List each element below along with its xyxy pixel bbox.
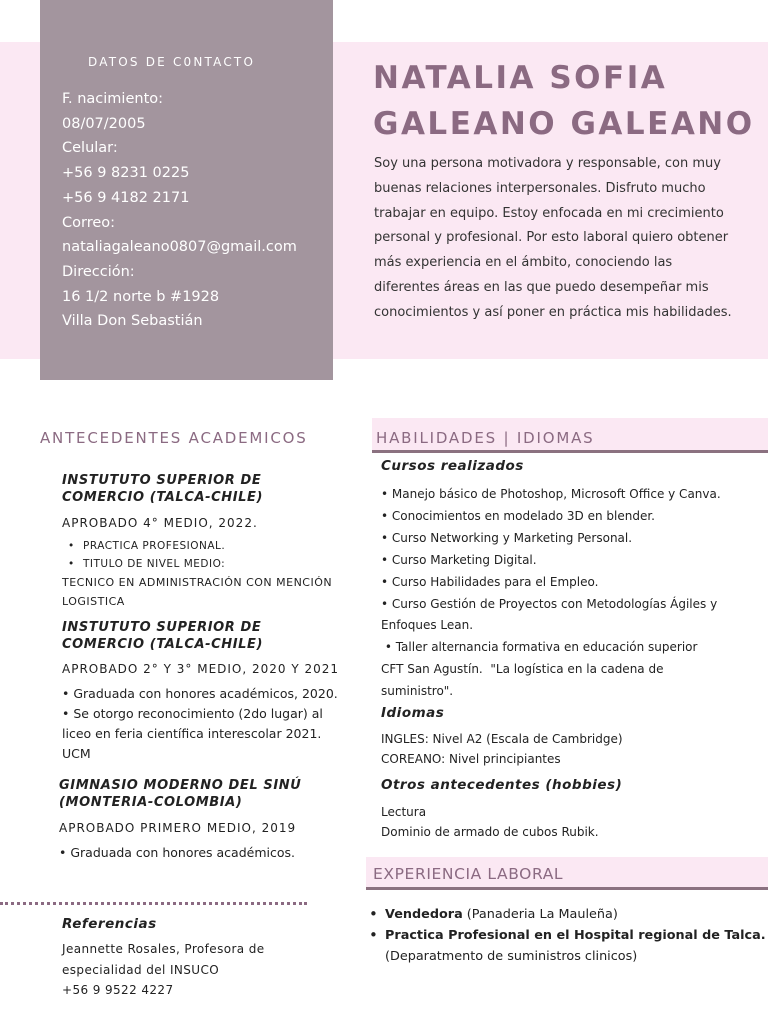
hobbies-title: Otros antecedentes (hobbies): [381, 777, 623, 793]
job-2-department: (Deparatmento de suministros clinicos): [385, 949, 638, 964]
course-item: Enfoques Lean.: [381, 618, 474, 633]
school-1-bullet-1: • PRACTICA PROFESIONAL.: [68, 537, 225, 555]
course-item: • Conocimientos en modelado 3D en blender.: [381, 508, 655, 523]
academic-section-title: ANTECEDENTES ACADEMICOS: [40, 429, 308, 447]
birthdate-value: 08/07/2005: [62, 115, 146, 132]
name-line-1: NATALIA SOFIA: [373, 60, 668, 96]
address-label: Dirección:: [62, 263, 135, 280]
profile-summary: Soy una persona motivadora y responsable, con muy buenas relaciones interpersonales. Disfruto mucho trabajar en equipo. Estoy enfocada en mi crecimiento personal y profesional. Por esto laboral quiero obtener más experiencia en el ámbito, conociendo las diferentes áreas en las que puedo desempeñar mis conocimientos y así poner en práctica mis habilidades.: [374, 156, 732, 320]
school-1-approved: APROBADO 4° MEDIO, 2022.: [62, 516, 258, 530]
address-value-1: 16 1/2 norte b #1928: [62, 288, 220, 305]
course-item: suministro".: [381, 684, 454, 699]
experience-list: [369, 904, 766, 967]
experience-item-2: [369, 925, 766, 946]
school-2-notes: [62, 684, 338, 764]
hobbies-list: [381, 802, 599, 842]
experience-section-title: EXPERIENCIA LABORAL: [373, 865, 564, 883]
school-2-note-1: • Graduada con honores académicos, 2020.: [62, 686, 338, 701]
courses-title: Cursos realizados: [381, 458, 524, 474]
school-1-bullet-2: • TITULO DE NIVEL MEDIO:: [68, 555, 225, 573]
school-2-approved: APROBADO 2° Y 3° MEDIO, 2020 Y 2021: [62, 662, 340, 676]
job-1-place: (Panaderia La Mauleña): [462, 907, 618, 922]
skills-section-title: HABILIDADES | IDIOMAS: [376, 429, 595, 447]
contact-section-title: DATOS DE C0NTACTO: [88, 55, 256, 69]
course-item: • Taller alternancia formativa en educación superior: [381, 640, 698, 655]
job-2-title: Practica Profesional en el Hospital regional de Talca.: [385, 928, 766, 943]
skills-title-underline: [372, 450, 768, 453]
email-label: Correo:: [62, 214, 116, 231]
candidate-name: [373, 55, 755, 147]
phone-label: Celular:: [62, 140, 118, 157]
course-item: CFT San Agustín. "La logística en la cadena de: [381, 662, 664, 677]
course-item: • Manejo básico de Photoshop, Microsoft Office y Canva.: [381, 487, 721, 501]
languages-title: Idiomas: [381, 705, 445, 721]
school-3-approved: APROBADO PRIMERO MEDIO, 2019: [59, 821, 297, 835]
experience-item-2-detail: [369, 946, 766, 967]
language-korean: COREANO: Nivel principiantes: [381, 752, 561, 766]
courses-list: [381, 484, 721, 703]
experience-item-1: [369, 904, 766, 925]
reference-line-2: especialidad del INSUCO: [62, 962, 220, 977]
experience-title-underline: [366, 887, 768, 890]
school-2-note-4: UCM: [62, 746, 91, 761]
course-item: • Curso Marketing Digital.: [381, 552, 537, 567]
job-1-title: Vendedora: [385, 907, 463, 922]
school-3-name: GIMNASIO MODERNO DEL SINÚ (MONTERIA-COLOMBIA): [59, 778, 302, 810]
course-item: • Curso Habilidades para el Empleo.: [381, 574, 599, 589]
hobby-rubik: Dominio de armado de cubos Rubik.: [381, 825, 599, 839]
reference-phone: +56 9 9522 4227: [62, 983, 174, 997]
technical-title: TECNICO EN ADMINISTRACIÓN CON MENCIÓN LOGISTICA: [62, 576, 333, 608]
school-3-note: • Graduada con honores académicos.: [59, 845, 295, 860]
contact-details: [62, 87, 297, 334]
hobby-reading: Lectura: [381, 805, 427, 819]
section-divider: [0, 902, 307, 905]
school-1-name: INSTUTUTO SUPERIOR DE COMERCIO (TALCA-CHILE): [62, 473, 264, 505]
address-value-2: Villa Don Sebastián: [62, 313, 203, 330]
phone-value-2: +56 9 4182 2171: [62, 189, 190, 206]
references-details: [62, 939, 265, 1001]
school-2-name: INSTUTUTO SUPERIOR DE COMERCIO (TALCA-CHILE): [62, 620, 264, 652]
birthdate-label: F. nacimiento:: [62, 91, 164, 107]
name-line-2: GALEANO GALEANO: [373, 106, 755, 142]
school-2-note-3: liceo en feria científica interescolar 2021.: [62, 726, 322, 741]
school-1-bullets: [68, 537, 225, 573]
languages-list: [381, 729, 623, 769]
email-value: nataliagaleano0807@gmail.com: [62, 239, 297, 256]
reference-line-1: Jeannette Rosales, Profesora de: [62, 942, 265, 956]
language-english: INGLES: Nivel A2 (Escala de Cambridge): [381, 732, 623, 746]
course-item: • Curso Networking y Marketing Personal.: [381, 530, 633, 545]
course-item: • Curso Gestión de Proyectos con Metodologías Ágiles y: [381, 596, 718, 611]
references-title: Referencias: [62, 916, 157, 932]
phone-value-1: +56 9 8231 0225: [62, 165, 190, 182]
school-2-note-2: • Se otorgo reconocimiento (2do lugar) al: [62, 706, 323, 721]
